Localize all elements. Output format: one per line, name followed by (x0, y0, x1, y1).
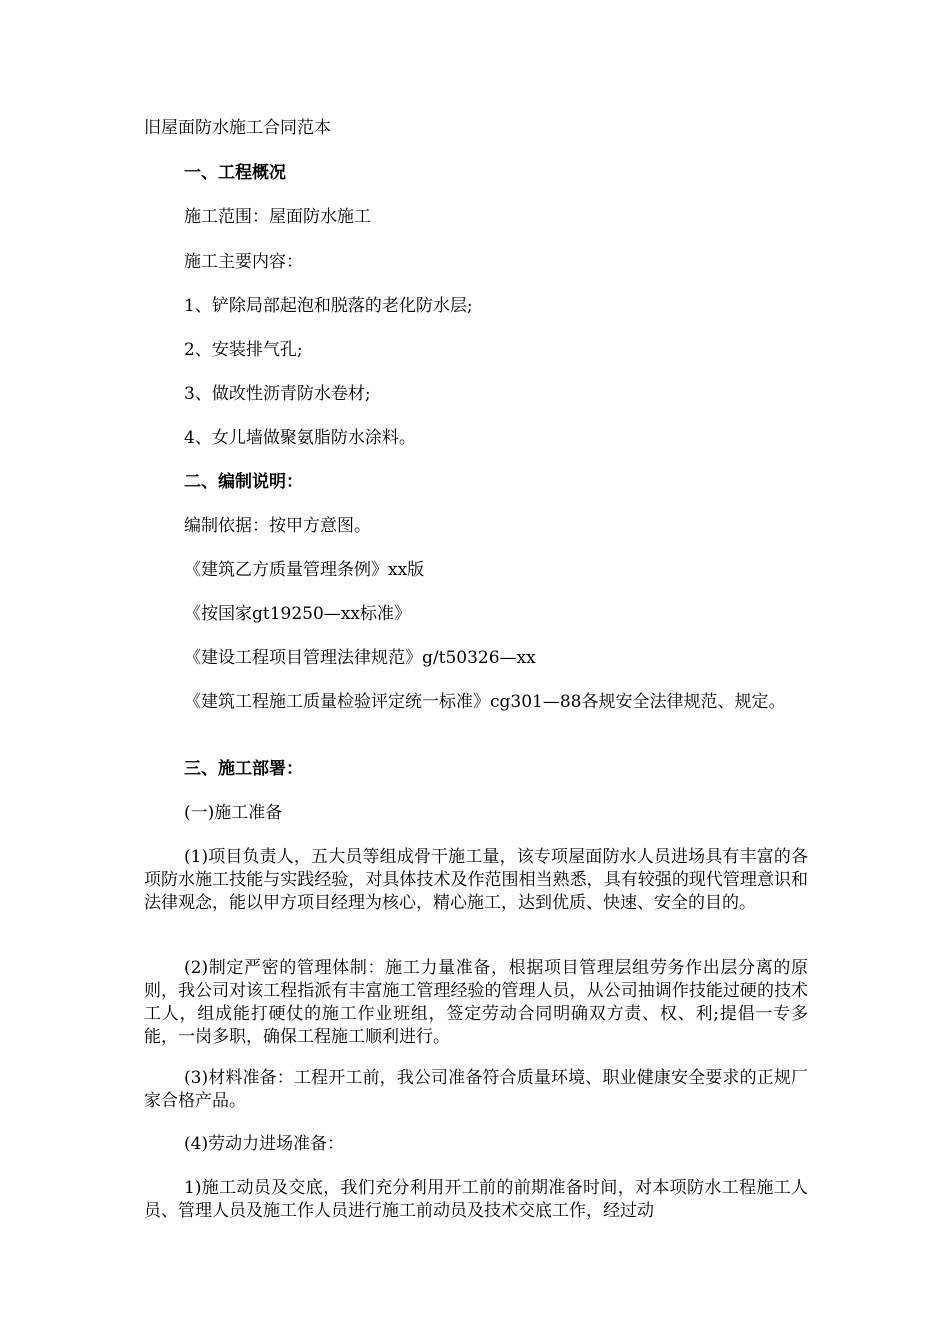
list-item-3: 3、做改性沥青防水卷材; (184, 384, 371, 404)
list-item-4: 4、女儿墙做聚氨脂防水涂料。 (184, 428, 416, 448)
paragraph-regulation-1: 《建筑乙方质量管理条例》xx版 (184, 560, 425, 580)
list-item-1: 1、铲除局部起泡和脱落的老化防水层; (184, 296, 473, 316)
document-title: 旧屋面防水施工合同范本 (144, 118, 331, 138)
paragraph-regulation-3: 《建设工程项目管理法律规范》g/t50326—xx (184, 648, 536, 668)
paragraph-main-content: 施工主要内容： (184, 252, 303, 272)
paragraph-regulation-4: 《建筑工程施工质量检验评定统一标准》cg301—88各规安全法律规范、规定。 (184, 692, 786, 712)
section-heading-2: 二、编制说明： (184, 472, 303, 492)
section-heading-1: 一、工程概况 (184, 163, 286, 183)
paragraph-subitem-1: 1)施工动员及交底，我们充分利用开工前的前期准备时间，对本项防水工程施工人员、管理人员及施工作人员进行施工前动员及技术交底工作，经过动 (144, 1178, 808, 1221)
paragraph-regulation-2: 《按国家gt19250—xx标准》 (184, 604, 411, 624)
list-item-2: 2、安装排气孔; (184, 340, 303, 360)
paragraph-basis: 编制依据：按甲方意图。 (184, 516, 371, 536)
paragraph-item-1: (1)项目负责人，五大员等组成骨干施工量，该专项屋面防水人员进场具有丰富的各项防水施工技能与实践经验，对具体技术及作范围相当熟悉，具有较强的现代管理意识和法律观念，能以甲方项目经理为核心，精心施工，达到优质、快速、安全的目的。 (144, 847, 808, 913)
paragraph-scope: 施工范围：屋面防水施工 (184, 207, 371, 227)
paragraph-item-3: (3)材料准备：工程开工前，我公司准备符合质量环境、职业健康安全要求的正规厂家合格产品。 (144, 1068, 808, 1111)
paragraph-preparation: (一)施工准备 (184, 803, 283, 823)
paragraph-item-2: (2)制定严密的管理体制：施工力量准备，根据项目管理层组劳务作出层分离的原则，我公司对该工程指派有丰富施工管理经验的管理人员，从公司抽调作技能过硬的技术工人，组成能打硬仗的施工作业班组，签定劳动合同明确双方责、权、利;提倡一专多能，一岗多职，确保工程施工顺利进行。 (144, 958, 808, 1047)
paragraph-item-4: (4)劳动力进场准备： (184, 1134, 345, 1154)
section-heading-3: 三、施工部署： (184, 759, 303, 779)
